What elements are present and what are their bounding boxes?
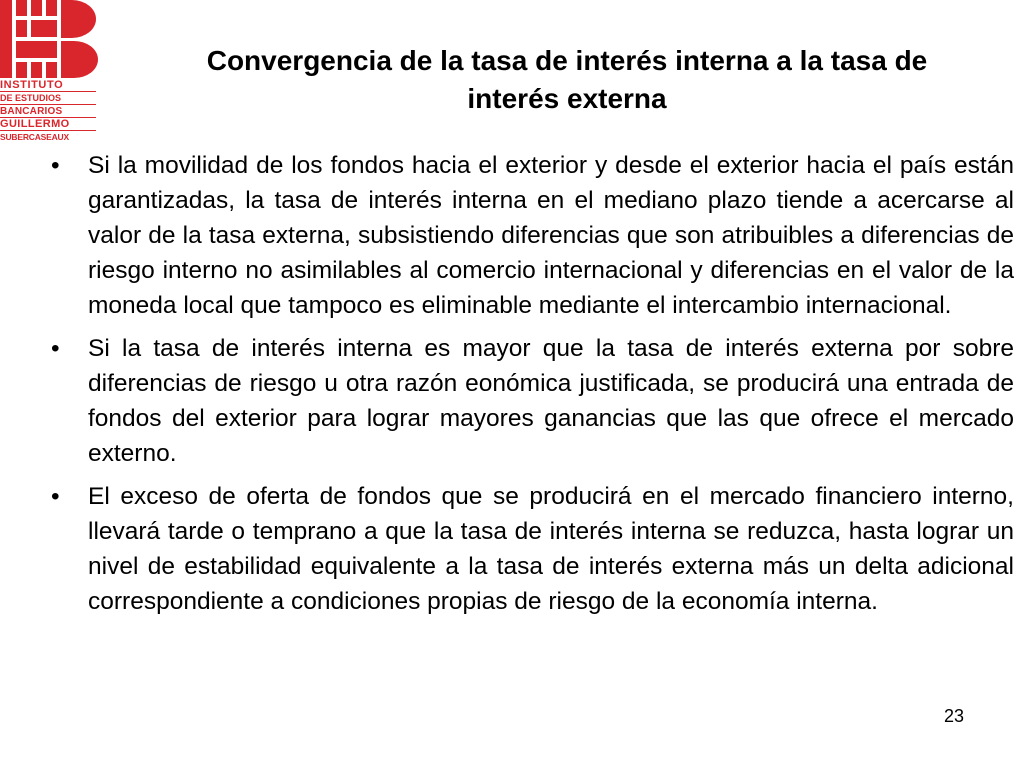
slide-title-line-1: Convergencia de la tasa de interés interna a la tasa de [206, 45, 928, 76]
ieb-logo-icon [0, 0, 100, 80]
logo-line-subercaseaux: SUBERCASEAUX [0, 132, 69, 142]
logo-line-de-estudios: DE ESTUDIOS [0, 93, 62, 103]
bullet-list [48, 148, 1014, 627]
slide-title-line-2: interés externa [467, 83, 667, 114]
bullet-item: • El exceso de oferta de fondos que se producirá en el mercado financiero interno, llevará tarde o temprano a que la tasa de interés interna se reduzca, hasta lograr un nivel de estabilidad equivalente a la tasa de interés externa más un delta adicional correspondiente a condiciones propias de riesgo de la economía interna. [48, 479, 1014, 619]
institution-logo [0, 0, 100, 148]
page-number: 23 [943, 706, 964, 726]
slide-title [110, 42, 1024, 118]
logo-line-bancarios: BANCARIOS [0, 106, 63, 117]
bullet-item: • Si la tasa de interés interna es mayor que la tasa de interés externa por sobre diferencias de riesgo u otra razón eonómica justificada, se producirá una entrada de fondos del exterior para lograr mayores ganancias que las que ofrece el mercado externo. [48, 331, 1014, 471]
bullet-item: • Si la movilidad de los fondos hacia el exterior y desde el exterior hacia el país están garantizadas, la tasa de interés interna en el mediano plazo tiende a acercarse al valor de la tasa externa, subsistiendo diferencias que son atribuibles a diferencias de riesgo interno no asimilables al comercio internacional y diferencias en el valor de la moneda local que tampoco es eliminable mediante el intercambio internacional. [48, 148, 1014, 323]
logo-text [0, 80, 96, 143]
logo-line-instituto: INSTITUTO [0, 79, 64, 91]
logo-line-guillermo: GUILLERMO [0, 118, 70, 130]
